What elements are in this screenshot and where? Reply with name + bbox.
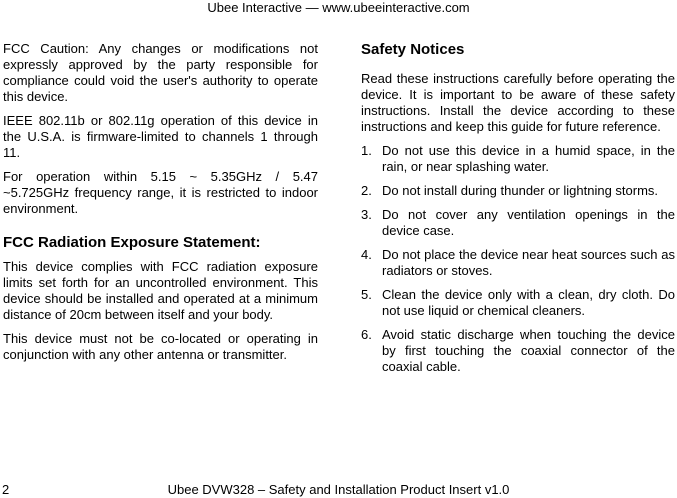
left-column xyxy=(3,41,318,371)
list-item-number: 2. xyxy=(361,183,372,198)
co-location-paragraph: This device must not be co-located or operating in conjunction with any other antenna or transmitter. xyxy=(3,331,318,362)
page-number: 2 xyxy=(2,482,10,497)
right-column xyxy=(361,41,675,383)
footer-title: Ubee DVW328 – Safety and Installation Product Insert v1.0 xyxy=(167,482,510,497)
list-item-text: Do not place the device near heat sources such as radiators or stoves. xyxy=(382,247,675,278)
list-item-text: Do not install during thunder or lightning storms. xyxy=(382,183,659,198)
page-header: Ubee Interactive — www.ubeeinteractive.com xyxy=(207,0,470,15)
fcc-caution-paragraph: FCC Caution: Any changes or modifications not expressly approved by the party responsible for compliance could void the user's authority to operate this device. xyxy=(3,41,318,104)
radiation-limits-paragraph: This device complies with FCC radiation exposure limits set forth for an uncontrolled environment. This device should be installed and operated at a minimum distance of 20cm between itself and your body. xyxy=(3,259,318,322)
safety-intro-paragraph: Read these instructions carefully before operating the device. It is important to be aware of these safety instructions. Install the device according to these instructions and keep this guide for future reference. xyxy=(361,71,675,134)
safety-list xyxy=(361,143,675,375)
radiation-heading: FCC Radiation Exposure Statement: xyxy=(3,234,261,251)
safety-notices-heading: Safety Notices xyxy=(361,41,465,58)
channel-limit-paragraph: IEEE 802.11b or 802.11g operation of this device in the U.S.A. is firmware-limited to channels 1 through 11. xyxy=(3,113,318,160)
list-item xyxy=(361,207,675,239)
list-item-text: Do not cover any ventilation openings in the device case. xyxy=(382,207,675,238)
frequency-range-paragraph: For operation within 5.15 ~ 5.35GHz / 5.47 ~5.725GHz frequency range, it is restricted to indoor environment. xyxy=(3,169,318,216)
list-item xyxy=(361,327,675,375)
list-item-number: 3. xyxy=(361,207,372,222)
list-item xyxy=(361,143,675,175)
list-item xyxy=(361,183,675,199)
list-item-text: Avoid static discharge when touching the device by first touching the coaxial connector of the coaxial cable. xyxy=(382,327,675,374)
list-item-text: Clean the device only with a clean, dry cloth. Do not use liquid or chemical cleaners. xyxy=(382,287,675,318)
list-item-number: 1. xyxy=(361,143,372,158)
list-item-text: Do not use this device in a humid space, in the rain, or near splashing water. xyxy=(382,143,675,174)
list-item-number: 5. xyxy=(361,287,372,302)
list-item xyxy=(361,287,675,319)
list-item-number: 4. xyxy=(361,247,372,262)
list-item-number: 6. xyxy=(361,327,372,342)
list-item xyxy=(361,247,675,279)
